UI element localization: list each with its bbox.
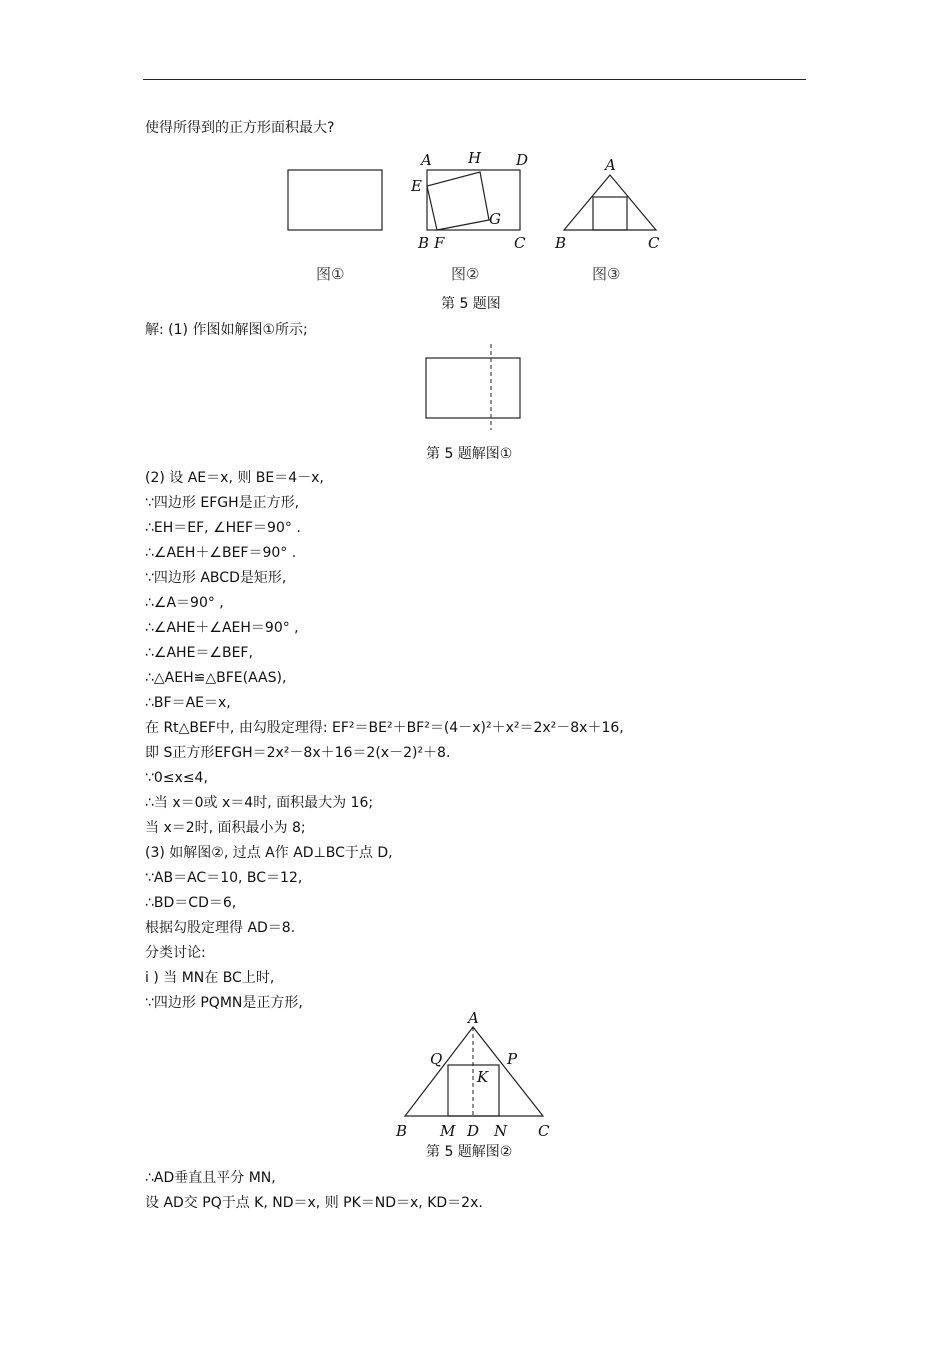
- solution-line: ∵四边形 PQMN是正方形,: [145, 995, 303, 1011]
- label-A: A: [421, 151, 432, 169]
- header-rule: [143, 79, 806, 80]
- label-C: C: [648, 234, 660, 252]
- figure-3-triangle: [550, 155, 670, 290]
- solution-line: 根据勾股定理得 AD＝8.: [145, 920, 296, 936]
- solution-line: (3) 如解图②, 过点 A作 AD⊥BC于点 D,: [145, 845, 393, 861]
- label-C: C: [514, 234, 526, 252]
- solution-line: ∴BD＝CD＝6,: [145, 895, 237, 911]
- solution-figure-1-caption: 第 5 题解图①: [426, 446, 513, 462]
- figure-1-rectangle: [280, 160, 400, 290]
- label-M: M: [440, 1122, 456, 1140]
- solution-figure-2: [390, 1009, 565, 1142]
- figure-2-square-in-rectangle: [405, 148, 545, 288]
- tail-line-2: 设 AD交 PQ于点 K, ND＝x, 则 PK＝ND＝x, KD＝2x.: [145, 1195, 483, 1211]
- solution-line: 即 S正方形EFGH＝2x²－8x＋16＝2(x－2)²＋8.: [145, 745, 451, 761]
- label-K: K: [477, 1068, 489, 1086]
- solution-line: ∴△AEH≌△BFE(AAS),: [145, 670, 287, 686]
- solution-line: 分类讨论:: [145, 945, 206, 961]
- label-P: P: [507, 1050, 518, 1068]
- label-C: C: [538, 1122, 550, 1140]
- solution-line: 当 x＝2时, 面积最小为 8;: [145, 820, 306, 836]
- solution-line: ∵四边形 ABCD是矩形,: [145, 570, 287, 586]
- label-A: A: [468, 1009, 479, 1027]
- solution-line: i ) 当 MN在 BC上时,: [145, 970, 275, 986]
- label-D: D: [467, 1122, 480, 1140]
- solution-start: 解: (1) 作图如解图①所示;: [145, 322, 308, 338]
- solution-line: ∵AB＝AC＝10, BC＝12,: [145, 870, 303, 886]
- solution-figure-2-caption: 第 5 题解图②: [426, 1144, 513, 1160]
- label-Q: Q: [430, 1050, 443, 1068]
- label-E: E: [411, 177, 422, 195]
- intro-text: 使得所得到的正方形面积最大?: [145, 120, 335, 136]
- label-N: N: [494, 1122, 508, 1140]
- solution-line: ∵四边形 EFGH是正方形,: [145, 495, 300, 511]
- figure-group-caption: 第 5 题图: [441, 296, 501, 312]
- label-G: G: [489, 210, 501, 228]
- solution-line: ∴EH＝EF, ∠HEF＝90° .: [145, 520, 301, 536]
- label-B: B: [396, 1122, 408, 1140]
- label-D: D: [516, 151, 529, 169]
- label-H: H: [468, 149, 482, 167]
- label-A: A: [605, 156, 616, 174]
- tail-line-1: ∴AD垂直且平分 MN,: [145, 1170, 276, 1186]
- label-B: B: [418, 234, 430, 252]
- solution-line: ∴∠A＝90° ,: [145, 595, 224, 611]
- solution-line: ∵0≤x≤4,: [145, 770, 208, 786]
- figure-3-caption: 图③: [592, 265, 621, 283]
- solution-line: ∴∠AHE＝∠BEF,: [145, 645, 253, 661]
- solution-line: 在 Rt△BEF中, 由勾股定理得: EF²＝BE²＋BF²＝(4－x)²＋x²＝2x²－8x＋16,: [145, 720, 624, 736]
- solution-line: ∴当 x＝0或 x＝4时, 面积最大为 16;: [145, 795, 374, 811]
- label-F: F: [434, 234, 445, 252]
- solution-line: ∴BF＝AE＝x,: [145, 695, 231, 711]
- solution-line: ∴∠AHE＋∠AEH＝90° ,: [145, 620, 299, 636]
- solution-line: (2) 设 AE＝x, 则 BE＝4－x,: [145, 470, 324, 486]
- figure-2-caption: 图②: [451, 265, 480, 283]
- label-B: B: [555, 234, 567, 252]
- figure-1-caption: 图①: [316, 265, 345, 283]
- solution-line: ∴∠AEH＋∠BEF＝90° .: [145, 545, 297, 561]
- solution-figure-1: [420, 340, 530, 430]
